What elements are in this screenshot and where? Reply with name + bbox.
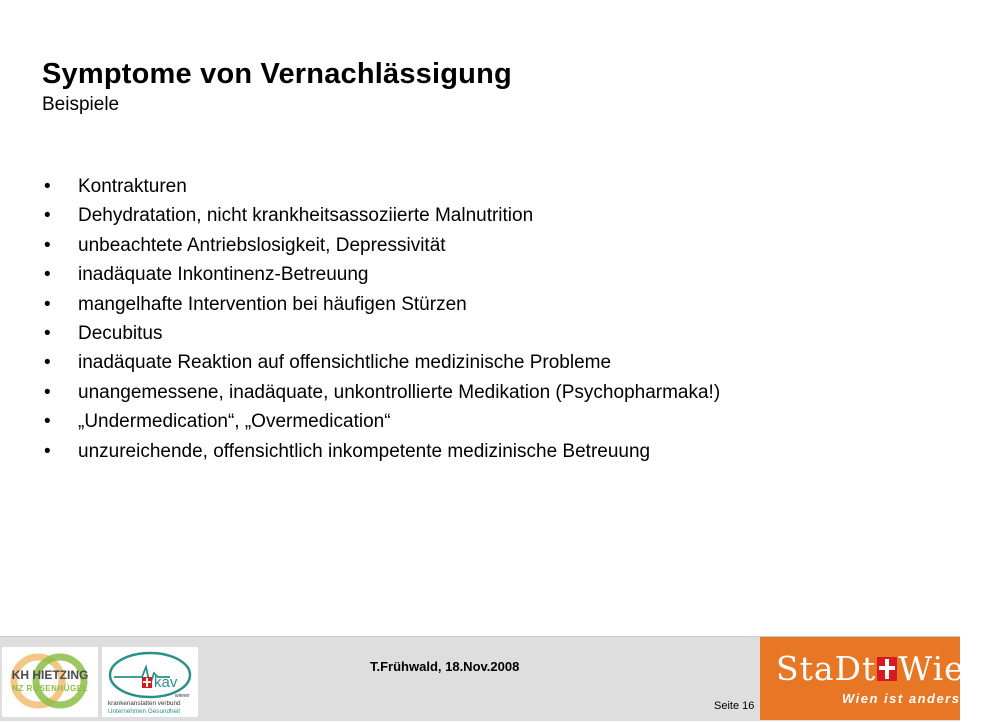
bullet-text: Kontrakturen xyxy=(78,176,187,197)
bullet-text: unangemessene, inadäquate, unkontrollierte Medikation (Psychopharmaka!) xyxy=(78,381,721,403)
stadt-wien-logo xyxy=(760,637,987,720)
footer-author-date: T.Frühwald, 18.Nov.2008 xyxy=(370,659,520,674)
bullet-item xyxy=(44,378,720,407)
bullet-item xyxy=(44,260,720,289)
kh-hietzing-logo-graphic xyxy=(2,647,98,717)
kh-hietzing-line2: NZ ROSENHÜGEL xyxy=(12,684,88,693)
bullet-dot: • xyxy=(44,205,51,227)
bullet-text: inadäquate Inkontinenz-Betreuung xyxy=(78,264,369,286)
bullet-text: unzureichende, offensichtlich inkompetente medizinische Betreuung xyxy=(78,440,651,462)
bullet-item xyxy=(44,172,720,201)
kh-hietzing-line1: KH HIETZING xyxy=(11,668,89,682)
kav-line2: Unternehmen Gesundheit xyxy=(108,708,181,715)
bullet-text: unbeachtete Antriebslosigkeit, Depressivität xyxy=(78,234,446,256)
kav-logo xyxy=(102,647,198,717)
slide-title: Symptome von Vernachlässigung xyxy=(42,58,512,90)
bullet-item xyxy=(44,319,720,348)
kav-line1: krankenanstalten verbund xyxy=(108,700,181,707)
bullet-item xyxy=(44,437,720,466)
bullet-dot: • xyxy=(44,234,51,256)
bullet-text: Decubitus xyxy=(78,322,163,344)
bullet-dot: • xyxy=(44,322,51,344)
bullet-text: „Undermedication“, „Overmedication“ xyxy=(78,411,391,433)
kav-mark: kav xyxy=(154,674,178,691)
stadt-word: StaDt xyxy=(776,649,877,688)
bullet-item xyxy=(44,290,720,319)
kh-hietzing-logo xyxy=(2,647,98,717)
page-number: Seite 16 xyxy=(714,700,755,712)
bullet-dot: • xyxy=(44,352,51,374)
bullet-dot: • xyxy=(44,264,51,286)
bullet-item xyxy=(44,348,720,377)
bullet-text: Dehydratation, nicht krankheitsassoziierte Malnutrition xyxy=(78,205,534,227)
wien-word: Wien xyxy=(898,649,987,688)
bullet-dot: • xyxy=(44,176,51,197)
bullet-list xyxy=(44,172,720,466)
bullet-dot: • xyxy=(44,411,51,433)
stadt-wien-wordmark xyxy=(776,649,987,688)
bullet-item xyxy=(44,231,720,260)
bullet-item xyxy=(44,201,720,230)
bullet-text: inadäquate Reaktion auf offensichtliche medizinische Probleme xyxy=(78,352,612,374)
stadt-wien-slogan: Wien ist anders. xyxy=(842,691,966,706)
bullet-item xyxy=(44,407,720,436)
bullet-dot: • xyxy=(44,293,51,315)
bullet-text: mangelhafte Intervention bei häufigen Stürzen xyxy=(78,293,467,315)
slide-subtitle: Beispiele xyxy=(42,94,120,115)
kav-word: wiener xyxy=(175,693,190,699)
bullet-dot: • xyxy=(44,440,51,462)
kav-logo-graphic xyxy=(102,647,198,717)
vienna-cross-icon xyxy=(876,657,898,681)
bullet-dot: • xyxy=(44,381,51,403)
